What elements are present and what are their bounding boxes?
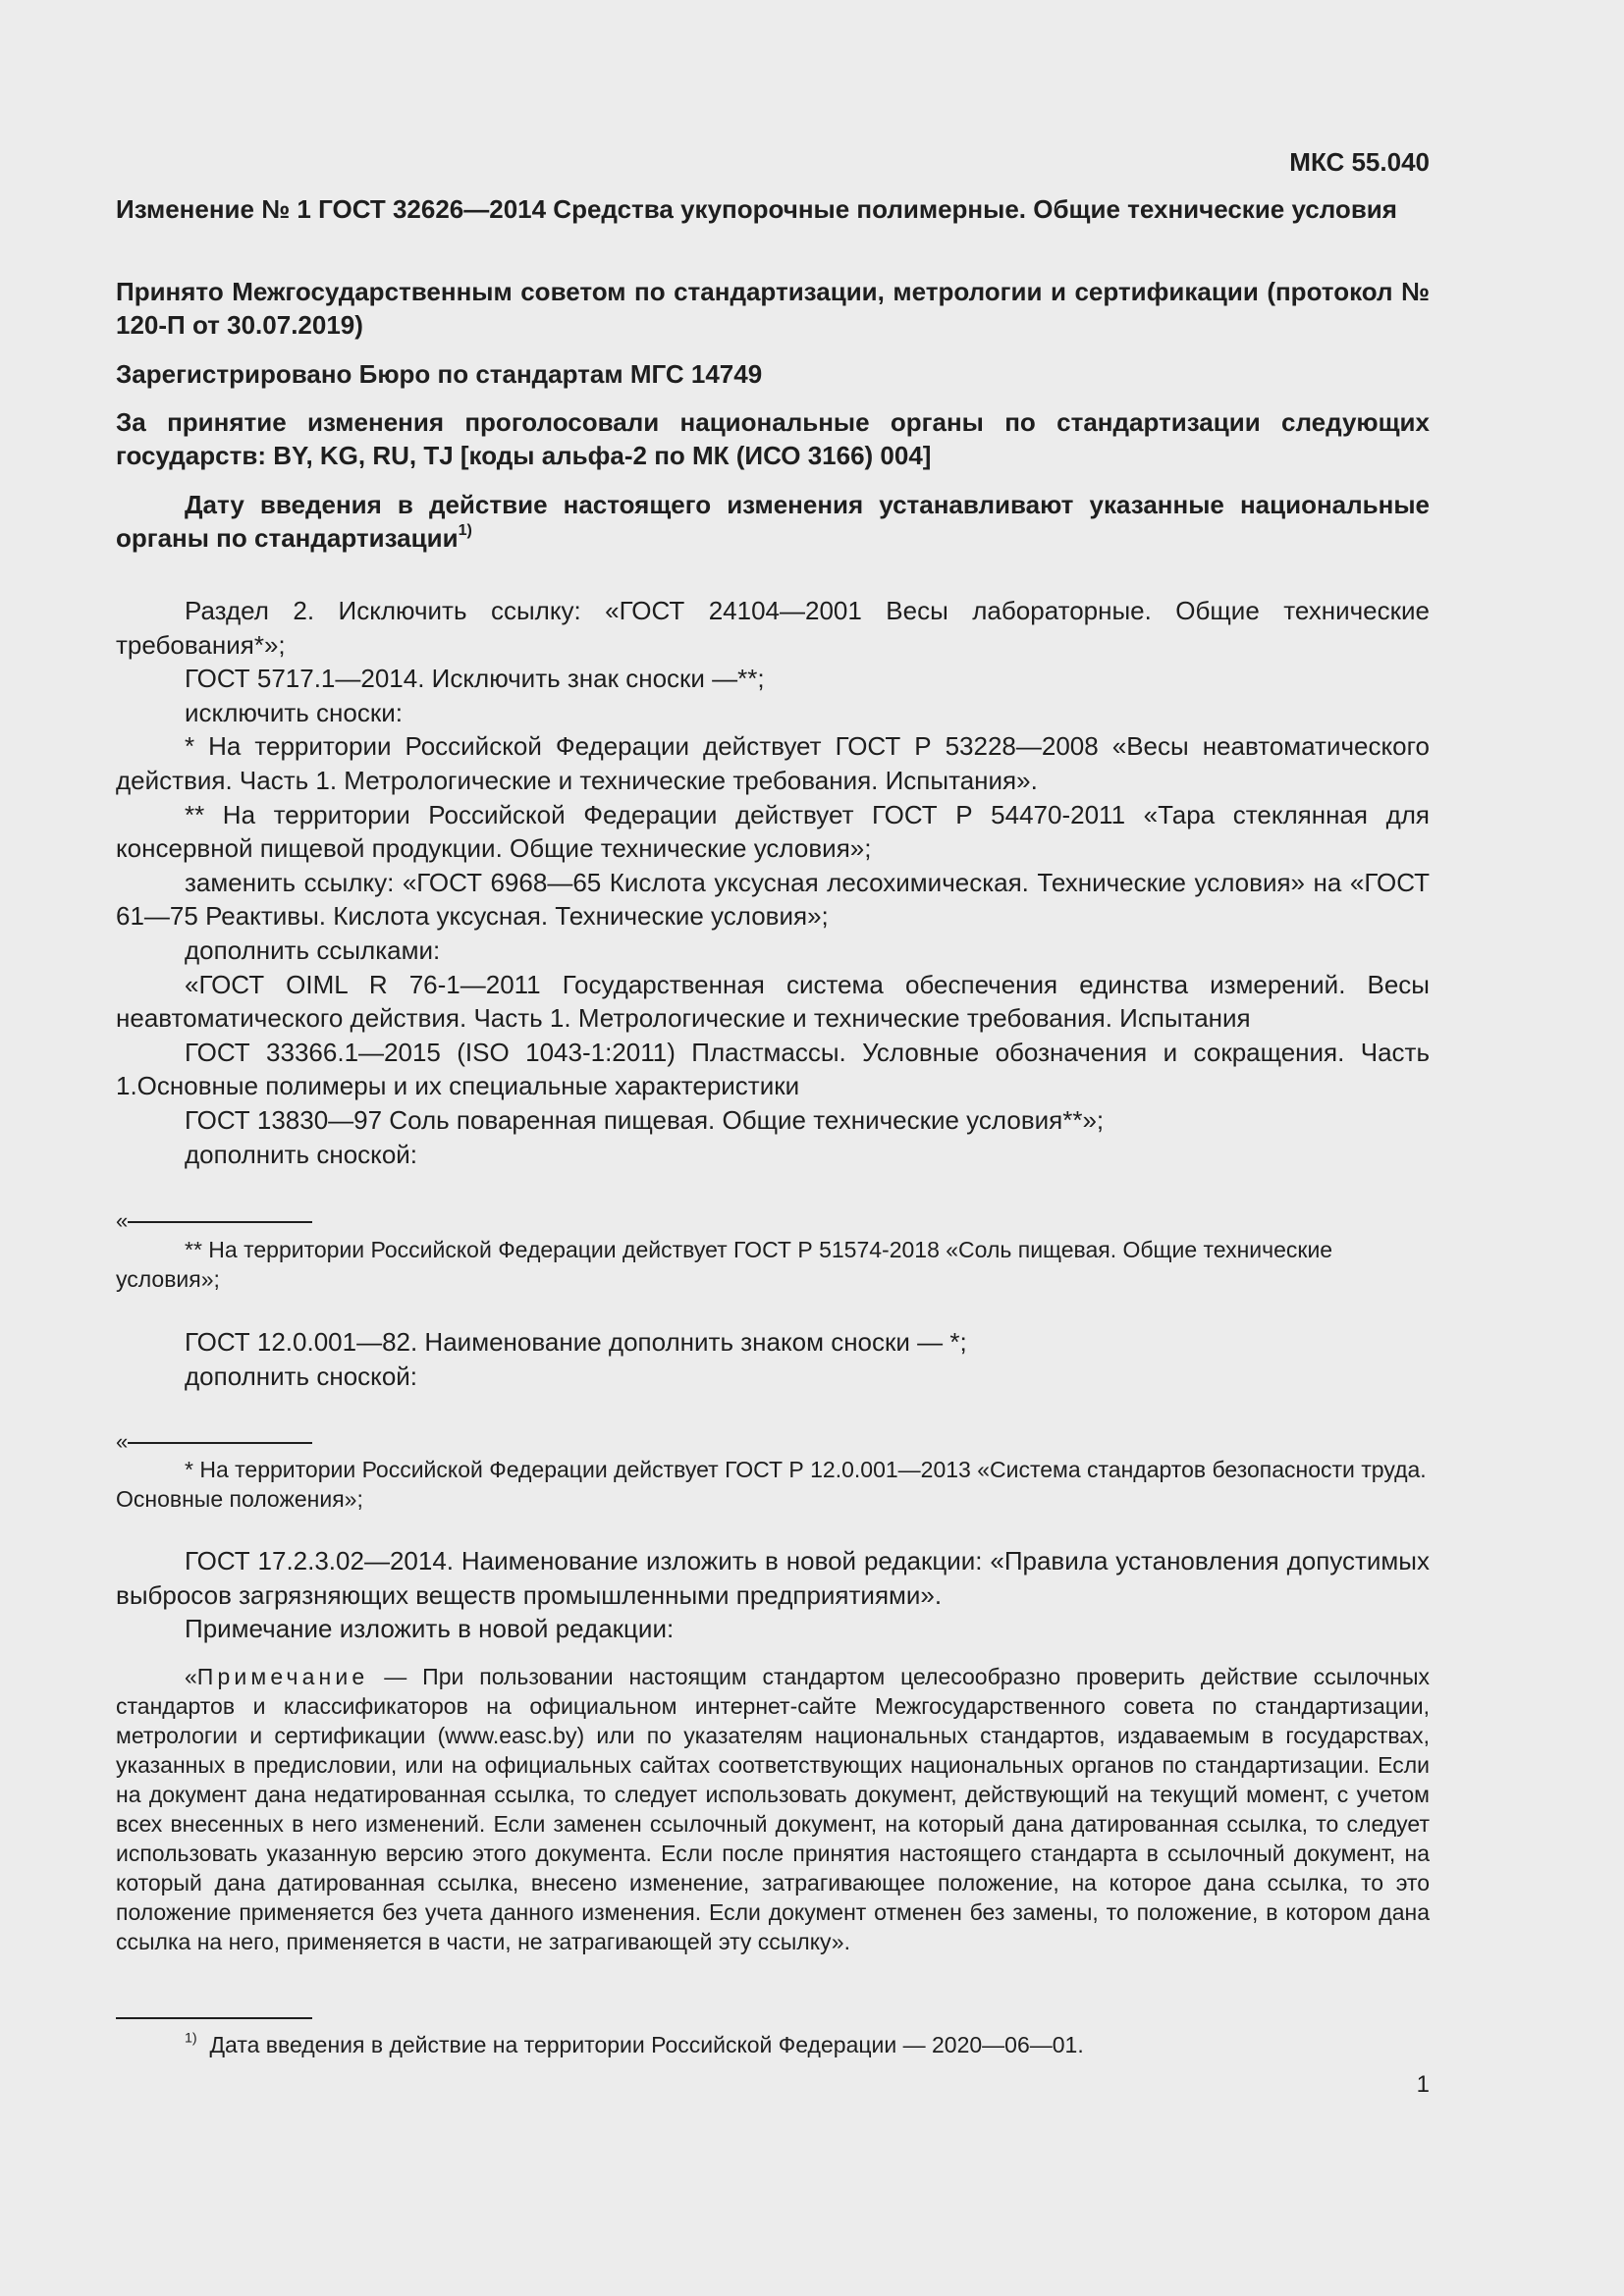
body-section-1 xyxy=(116,594,1430,1171)
footnote-salt: ** На территории Российской Федерации действует ГОСТ Р 51574-2018 «Соль пищевая. Общие технические условия»; xyxy=(116,1237,1333,1292)
body-paragraph: дополнить ссылками: xyxy=(185,934,441,965)
footnote-separator xyxy=(128,1221,312,1223)
body-paragraph: ГОСТ 5717.1—2014. Исключить знак сноски —**; xyxy=(185,664,765,694)
voted-by: За принятие изменения проголосовали национальные органы по стандартизации следующих государств: BY, KG, RU, TJ [коды альфа-2 по МК (ИСО 3166) 004] xyxy=(116,407,1430,470)
amendment-title: Изменение № 1 ГОСТ 32626—2014 Средства укупорочные полимерные. Общие технические условия xyxy=(116,194,1397,224)
registration: Зарегистрировано Бюро по стандартам МГС 14749 xyxy=(116,359,763,389)
page-number: 1 xyxy=(1416,2071,1430,2098)
body-paragraph: заменить ссылку: «ГОСТ 6968—65 Кислота уксусная лесохимическая. Технические условия» на «ГОСТ 61—75 Реактивы. Кислота уксусная. Технические условия»; xyxy=(116,867,1430,932)
body-paragraph: ГОСТ 12.0.001—82. Наименование дополнить знаком сноски — *; xyxy=(185,1327,967,1357)
body-paragraph: Раздел 2. Исключить ссылку: «ГОСТ 24104—2001 Весы лабораторные. Общие технические требования*»; xyxy=(116,596,1430,660)
body-section-3 xyxy=(116,1544,1430,1646)
note-paragraph: «Примечание — При пользовании настоящим стандартом целесообразно проверить действие ссылочных стандартов и классификаторов на официальном интернет-сайте Межгосударственного совета по стандартизации, метрологии и сертификации (www.easc.by) или по указателям национальных стандартов, издаваемым в государствах, указанных в предисловии, или на официальных сайтах соответствующих национальных органов по стандартизации. Если на документ дана недатированная ссылка, то следует использовать документ, действующий на текущий момент, с учетом всех внесенных в него изменений. Если заменен ссылочный документ, на который дана датированная ссылка, то следует использовать указанную версию этого документа. Если после принятия настоящего стандарта в ссылочный документ, на который дана датированная ссылка, внесено изменение, затрагивающее положение, на которое дана ссылка, то это положение применяется без учета данного изменения. Если документ отменен без замены, то положение, в котором дана ссылка на него, применяется в части, не затрагивающей эту ссылку». xyxy=(116,1664,1430,1954)
body-paragraph: «ГОСТ OIML R 76-1—2011 Государственная система обеспечения единства измерений. Весы неавтоматического действия. Часть 1. Метрологические и технические требования. Испытания xyxy=(116,969,1430,1034)
page-footnote-mark: 1) xyxy=(185,2030,197,2047)
footnote-separator xyxy=(128,1442,312,1444)
body-paragraph: ГОСТ 13830—97 Соль поваренная пищевая. Общие технические условия**»; xyxy=(185,1104,1105,1135)
body-paragraph: дополнить сноской: xyxy=(185,1361,418,1391)
footnote-ref: 1) xyxy=(458,520,472,539)
body-paragraph: Примечание изложить в новой редакции: xyxy=(185,1614,675,1644)
page-footnote: $^{1)}$ Дата введения в действие на территории Российской Федерации — 2020—06—01. xyxy=(185,2030,1084,2057)
body-paragraph: ГОСТ 17.2.3.02—2014. Наименование изложить в новой редакции: «Правила установления допустимых выбросов загрязняющих веществ промышленными предприятиями». xyxy=(116,1546,1430,1610)
note-block xyxy=(116,1662,1430,1956)
body-paragraph: * На территории Российской Федерации действует ГОСТ Р 53228—2008 «Весы неавтоматического действия. Часть 1. Метрологические и технические требования. Испытания». xyxy=(116,731,1430,795)
body-paragraph: ГОСТ 33366.1—2015 (ISO 1043-1:2011) Пластмассы. Условные обозначения и сокращения. Часть 1.Основные полимеры и их специальные характеристики xyxy=(116,1037,1430,1101)
body-paragraph: исключить сноски: xyxy=(185,697,403,727)
body-paragraph: дополнить сноской: xyxy=(185,1139,418,1169)
page-footnote-separator xyxy=(116,2017,312,2019)
note-label: Примечание xyxy=(196,1664,369,1689)
accepted-by: Принято Межгосударственным советом по стандартизации, метрологии и сертификации (протокол № 120-П от 30.07.2019) xyxy=(116,277,1430,340)
quote-open-mark: « xyxy=(116,1429,129,1454)
body-paragraph: ** На территории Российской Федерации действует ГОСТ Р 54470-2011 «Тара стеклянная для консервной пищевой продукции. Общие технические условия»; xyxy=(116,799,1430,864)
body-section-2 xyxy=(116,1325,1430,1393)
quote-open-mark: « xyxy=(116,1208,129,1233)
effective-date-note: Дату введения в действие настоящего изменения устанавливают указанные национальные органы по стандартизации$^{1)}$ xyxy=(116,490,1430,553)
footnote-safety: * На территории Российской Федерации действует ГОСТ Р 12.0.001—2013 «Система стандартов безопасности труда. Основные положения»; xyxy=(116,1457,1427,1512)
mks-code: МКС 55.040 xyxy=(1289,147,1430,177)
